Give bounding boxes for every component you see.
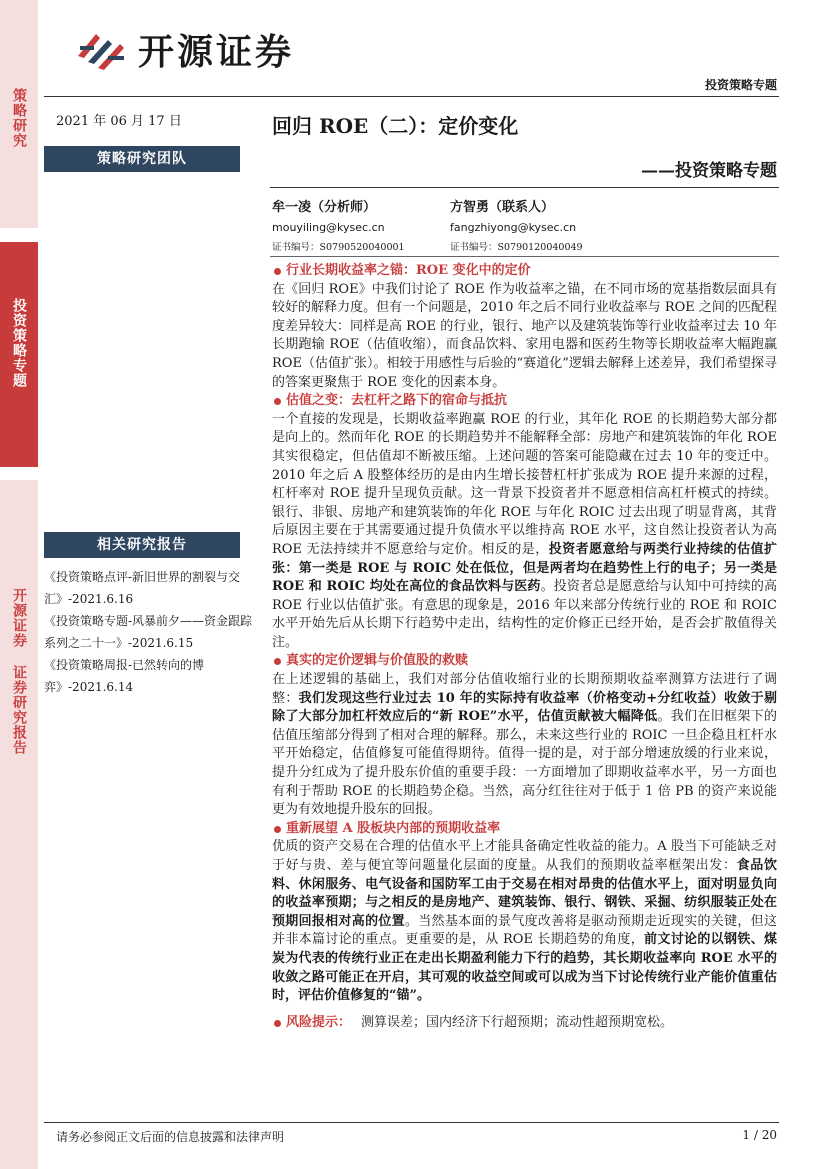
- paragraph-bold-text: 我们发现这些行业过去 10 年的实际持有收益率（价格变动+分红收益）收敛于剔除了大部分加杠杆效应后的“新 ROE”水平，估值贡献被大幅降低: [272, 690, 777, 725]
- related-report-item[interactable]: 《投资策略点评-新旧世界的割裂与交汇》-2021.6.16: [44, 570, 241, 606]
- author-block: [450, 198, 583, 258]
- paragraph-text: 在上述逻辑的基础上，我们对部分估值收缩行业的长期预期收益率测算方法进行了调整：: [272, 672, 777, 706]
- paragraph-text: 。投资者总是愿意给与认知中可持续的高 ROE 行业以估值扩张。有意思的现象是，2016 年以来部分传统行业的 ROE 和 ROIC 水平开始先后从长期下行趋势中走出，结构性的定价修正已经开始，是否会扩散值得关注。: [272, 579, 777, 650]
- risk-text: 测算误差；国内经济下行超预期；流动性超预期宽松。: [361, 1014, 674, 1030]
- paragraph-text: 。当然基本面的景气度改善将是驱动预期走近现实的关键，但这并非本篇讨论的重点。更重要的是，从 ROE 长期趋势的角度，: [272, 913, 777, 948]
- paragraph-text: 优质的资产交易在合理的估值水平上才能具备确定性收益的能力。A 股当下可能缺乏对于好与贵、差与便宜等问题量化层面的度量。从我们的预期收益率框架出发：: [272, 839, 777, 873]
- side-label-bottom: 开源证券 证券研究报告: [11, 588, 27, 755]
- section-heading-text: 估值之变：去杠杆之路下的宿命与抵抗: [286, 393, 508, 409]
- header-divider: [44, 96, 779, 97]
- report-title: 回归 ROE（二）：定价变化: [272, 114, 519, 138]
- related-reports-label: 相关研究报告: [44, 532, 240, 558]
- side-strip-bottom: [0, 480, 38, 1169]
- section-heading: [272, 652, 777, 671]
- side-label-middle: 投资策略专题: [11, 298, 27, 388]
- report-date: 2021 年 06 月 17 日: [56, 114, 182, 129]
- footer-divider: [44, 1122, 779, 1123]
- paragraph-text: 一个直接的发现是，长期收益率跑赢 ROE 的行业，其年化 ROE 的长期趋势大部分都是向上的。然而年化 ROE 的长期趋势并不能解释全部：房地产和建筑装饰的年化 ROE 其实很稳定，但估值却不断被压缩。上述问题的答案可能隐藏在过去 10 年的变迁中。2010 年之后 A 股整体经历的是由内生增长接替杠杆扩张成为 ROE 提升来源的过程，杠杆率对 ROE 提升呈现负贡献。这一背景下投资者并不愿意相信高杠杆模式的持续。银行、非银、房地产和建筑装饰的年化 ROE 与年化 ROIC 过去出现了明显背离，其背后原因主要在于其需要通过提升负债水平以维持高 ROE 水平，这自然让投资者认为高 ROE 无法持续并不愿意给与定价。相反的是，: [272, 411, 777, 557]
- author-cert: 证书编号：S0790520040001: [272, 242, 405, 253]
- bullet-icon: [274, 1020, 281, 1027]
- paragraph-bold-text: 前文讨论的以钢铁、煤炭为代表的传统行业正在走出长期盈利能力下行的趋势，其长期收益率向 ROE 水平的收敛之路可能正在开启，其可观的收益空间或可以成为当下讨论传统行业产能价值重估时，评估价值修复的“锚”。: [272, 932, 777, 1004]
- related-report-item[interactable]: 《投资策略专题-风暴前夕——资金跟踪系列之二十一》-2021.6.15: [44, 614, 253, 650]
- section-heading-text: 重新展望 A 股板块内部的预期收益率: [286, 820, 501, 836]
- side-label-top: 策略研究: [11, 88, 27, 148]
- section-heading: [272, 392, 777, 411]
- risk-label: 风险提示：: [286, 1014, 352, 1030]
- related-reports-list: [44, 566, 254, 698]
- brand-mark-icon: [74, 26, 132, 72]
- bullet-icon: [274, 658, 281, 665]
- author-name: 方智勇（联系人）: [450, 200, 555, 215]
- section-heading: [272, 820, 777, 839]
- section-paragraph: [272, 281, 777, 393]
- risk-warning: [272, 1014, 777, 1033]
- paragraph-text: 。我们在旧框架下的估值压缩部分得到了相对合理的解释。那么，未来这些行业的 ROIC 一旦企稳且杠杆水平开始稳定，估值修复可能值得期待。值得一提的是，对于部分增速放缓的行业来说，提升分红成为了提升股东价值的重要手段：一方面增加了即期收益率水平，另一方面也有利于帮助 ROE 的长期趋势企稳。当然，高分红往往对于低于 1 倍 PB 的资产来说能更为有效地提升股东的回报。: [272, 709, 777, 818]
- bullet-icon: [274, 398, 281, 405]
- team-label: 策略研究团队: [44, 146, 240, 172]
- title-divider: [270, 187, 779, 188]
- bullet-icon: [274, 268, 281, 275]
- related-report-item[interactable]: 《投资策略周报-已然转向的博弈》-2021.6.14: [44, 658, 205, 694]
- brand-logo: [74, 26, 294, 72]
- footer-disclaimer: 请务必参阅正文后面的信息披露和法律声明: [56, 1130, 285, 1144]
- section-paragraph: [272, 838, 777, 1005]
- section-heading-text: 行业长期收益率之锚：ROE 变化中的定价: [286, 263, 531, 278]
- author-divider: [270, 256, 779, 257]
- section-paragraph: [272, 411, 777, 653]
- section-heading-text: 真实的定价逻辑与价值股的救赎: [286, 653, 469, 669]
- author-name: 牟一凌（分析师）: [272, 200, 377, 215]
- brand-name: 开源证券: [138, 31, 295, 73]
- paragraph-bold-text: 食品饮料、休闲服务、电气设备和国防军工由于交易在相对昂贵的估值水平上，面对明显负向的收益率预期；与之相反的是房地产、建筑装饰、银行、钢铁、采掘、纺织服装正处在预期回报相对高的位置: [272, 858, 777, 929]
- section-heading: [272, 262, 777, 281]
- report-type: 投资策略专题: [704, 78, 777, 92]
- page-number: 1 / 20: [742, 1128, 777, 1142]
- report-subtitle: ——投资策略专题: [641, 161, 777, 181]
- paragraph-bold-text: 投资者愿意给与两类行业持续的估值扩张：第一类是 ROE 与 ROIC 处在低位，但是两者均在趋势性上行的电子；另一类是 ROE 和 ROIC 均处在高位的食品饮料与医药: [272, 541, 777, 595]
- side-strip: [0, 0, 38, 1169]
- author-block: [272, 198, 405, 258]
- author-email[interactable]: fangzhiyong@kysec.cn: [450, 221, 577, 234]
- report-summary: [272, 262, 777, 1032]
- bullet-icon: [274, 826, 281, 833]
- section-paragraph: [272, 671, 777, 820]
- paragraph-text: 在《回归 ROE》中我们讨论了 ROE 作为收益率之锚，在不同市场的宽基指数层面具有较好的解释力度。但有一个问题是，2010 年之后不同行业收益率与 ROE 之间的匹配程度差异较大：同样是高 ROE 的行业，银行、地产以及建筑装饰等行业收益率过去 10 年长期跑输 ROE（估值收缩），而食品饮料、家用电器和医药生物等长期收益率大幅跑赢 ROE（估值扩张）。相较于用感性与后验的“赛道化”逻辑去解释上述差异，我们希望探寻的答案更聚焦于 ROE 变化的因素本身。: [272, 281, 778, 390]
- author-cert: 证书编号：S0790120040049: [450, 242, 583, 253]
- author-email[interactable]: mouyiling@kysec.cn: [272, 221, 385, 234]
